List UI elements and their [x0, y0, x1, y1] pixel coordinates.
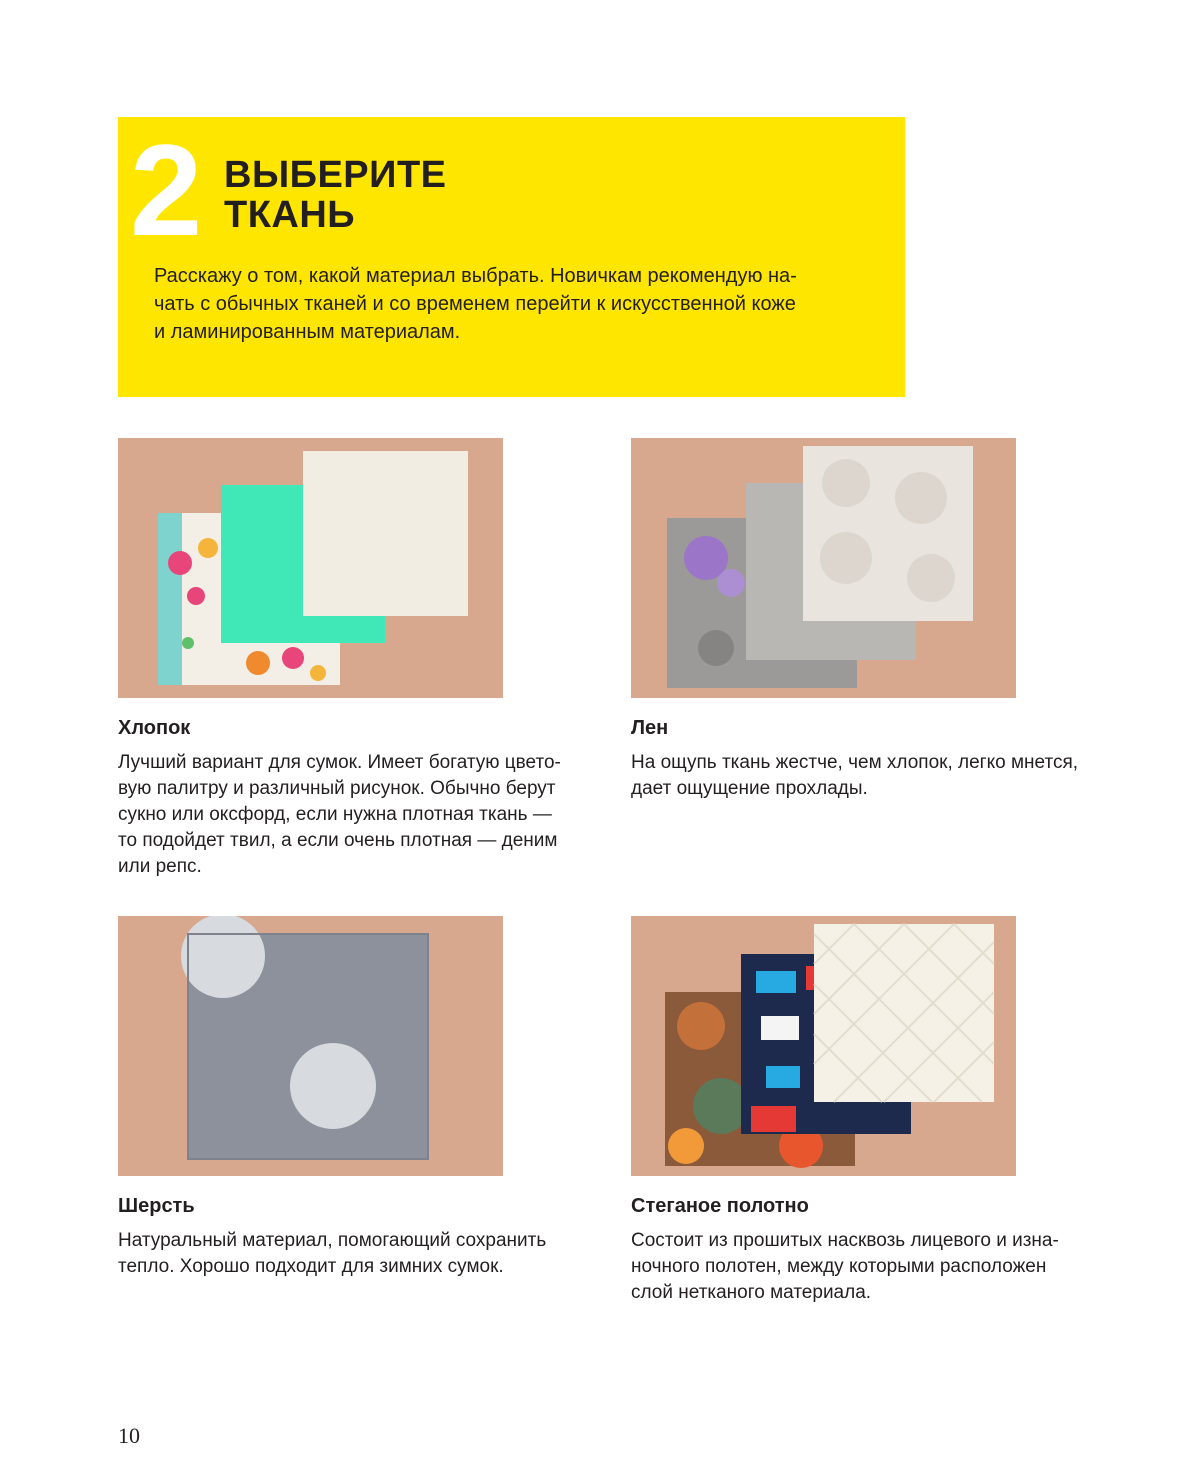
section-intro [154, 262, 874, 346]
section-title-line-2: ТКАНЬ [224, 194, 356, 236]
linen-swatches-image [631, 438, 1016, 698]
fabric-description-quilted [631, 1228, 1111, 1306]
section-title-line-1: ВЫБЕРИТЕ [224, 154, 447, 196]
intro-line: и ламинированным материалам. [154, 321, 461, 343]
cotton-swatches-image [118, 438, 503, 698]
description-line: сукно или оксфорд, если нужна плотная ткань — [118, 804, 552, 825]
description-line: слой нетканого материала. [631, 1282, 872, 1303]
intro-line: Расскажу о том, какой материал выбрать. Новичкам рекомендую на- [154, 265, 797, 287]
fabric-title-quilted: Стеганое полотно [631, 1195, 809, 1217]
description-line: вую палитру и различный рисунок. Обычно берут [118, 778, 556, 799]
linen-photo [631, 438, 1016, 698]
section-title [224, 155, 447, 235]
description-line: или репс. [118, 856, 202, 877]
cotton-photo [118, 438, 503, 698]
fabric-title-cotton: Хлопок [118, 717, 191, 739]
fabric-card-quilted [631, 916, 1131, 1306]
quilted-photo [631, 916, 1016, 1176]
description-line: Состоит из прошитых насквозь лицевого и изна- [631, 1230, 1059, 1251]
description-line: то подойдет твил, а если очень плотная — деним [118, 830, 558, 851]
fabric-card-wool [118, 916, 618, 1280]
section-banner [118, 117, 905, 397]
fabric-description-linen [631, 750, 1111, 802]
wool-swatch-image [118, 916, 503, 1176]
fabric-title-wool: Шерсть [118, 1195, 195, 1217]
step-number: 2 [130, 117, 203, 263]
fabric-card-cotton [118, 438, 618, 880]
wool-photo [118, 916, 503, 1176]
fabric-description-wool [118, 1228, 598, 1280]
intro-line: чать с обычных тканей и со временем перейти к искусственной коже [154, 293, 796, 315]
description-line: Лучший вариант для сумок. Имеет богатую цвето- [118, 752, 561, 773]
fabric-card-linen [631, 438, 1131, 802]
description-line: На ощупь ткань жестче, чем хлопок, легко мнется, [631, 752, 1079, 773]
quilted-swatches-image [631, 916, 1016, 1176]
description-line: ночного полотен, между которыми расположен [631, 1256, 1047, 1277]
fabric-description-cotton [118, 750, 598, 880]
description-line: Натуральный материал, помогающий сохранить [118, 1230, 547, 1251]
page-number: 10 [118, 1423, 140, 1448]
description-line: дает ощущение прохлады. [631, 778, 868, 799]
fabric-title-linen: Лен [631, 717, 669, 739]
description-line: тепло. Хорошо подходит для зимних сумок. [118, 1256, 504, 1277]
